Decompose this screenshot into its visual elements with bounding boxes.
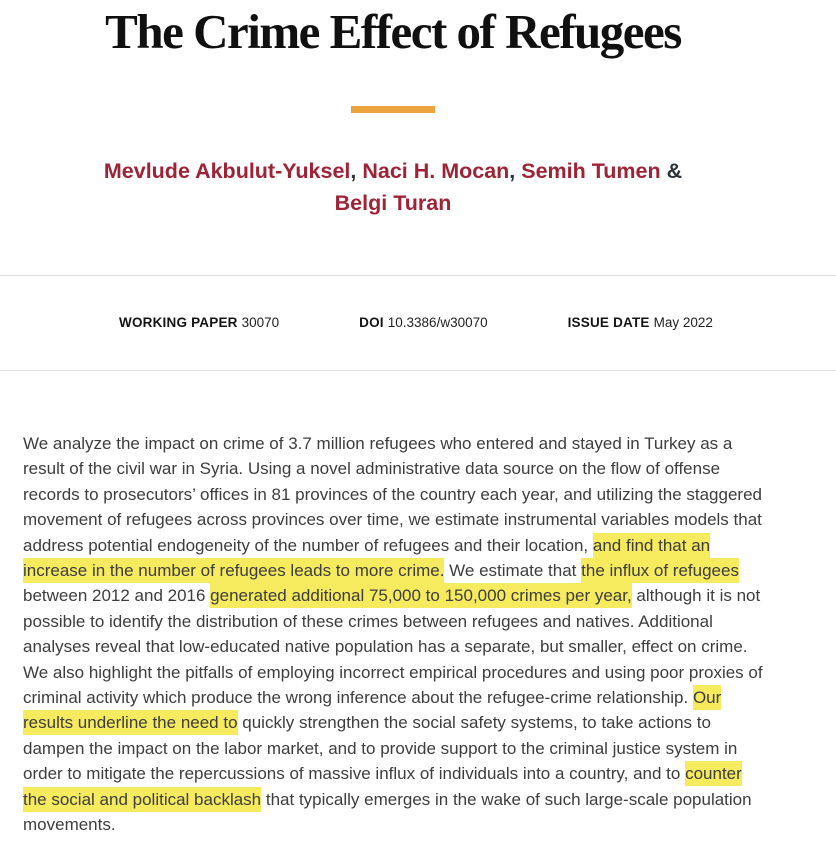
- doi-label: DOI: [359, 314, 384, 330]
- highlighted-text: generated additional 75,000 to 150,000 crimes per year,: [210, 583, 632, 608]
- abstract-text: [23, 431, 768, 838]
- metadata-band: [0, 275, 836, 371]
- working-paper-number: 30070: [241, 314, 280, 330]
- abstract-segment: although it is not possible to identify the distribution of these crimes between refugees and natives. Additional analyses reveal that low-educated native population has a separate, but smaller, effect on crime. We also highlight the pitfalls of employing incorrect empirical procedures and using poor proxies of criminal activity which produce the wrong inference about the refugee-crime relationship.: [23, 586, 763, 707]
- author-separator: &: [660, 158, 683, 183]
- doi-value: 10.3386/w30070: [387, 314, 488, 330]
- working-paper-meta: [119, 314, 279, 332]
- author-link[interactable]: Mevlude Akbulut-Yuksel: [103, 158, 351, 183]
- author-separator: ,: [350, 158, 363, 183]
- highlighted-text: Our results underline the need to: [23, 685, 721, 735]
- abstract-segment: that typically emerges in the wake of such large-scale population movements.: [23, 789, 752, 834]
- abstract-segment: We estimate that: [444, 560, 582, 580]
- abstract-segment: between 2012 and 2016: [23, 586, 211, 606]
- author-separator: ,: [509, 158, 522, 183]
- issue-date-label: ISSUE DATE: [567, 314, 650, 330]
- authors-line: [63, 155, 723, 219]
- issue-date-value: May 2022: [653, 314, 713, 330]
- paper-header: [23, 0, 763, 219]
- author-link[interactable]: Belgi Turan: [334, 190, 452, 215]
- abstract-segment: We analyze the impact on crime of 3.7 million refugees who entered and stayed in Turkey as a result of the civil war in Syria. Using a novel administrative data source on the flow of offense records to prosecutors’ offices in 81 provinces of the country each year, and utilizing the staggered movement of refugees across provinces over time, we estimate instrumental variables models that address potential endogeneity of the number of refugees and their location,: [23, 433, 762, 555]
- author-link[interactable]: Naci H. Mocan: [362, 158, 510, 183]
- doi-meta: [359, 314, 487, 332]
- page-title: The Crime Effect of Refugees: [105, 4, 681, 59]
- highlighted-text: the influx of refugees: [581, 558, 739, 583]
- issue-date-meta: [568, 314, 713, 332]
- highlighted-text: and find that an increase in the number of refugees leads to more crime.: [23, 533, 710, 583]
- abstract-segment: quickly strengthen the social safety systems, to take actions to dampen the impact on the labor market, and to provide support to the criminal justice system in order to mitigate the repercussions of massive influx of individuals into a country, and to: [23, 713, 738, 784]
- author-link[interactable]: Semih Tumen: [521, 158, 661, 183]
- highlighted-text: counter the social and political backlash: [23, 761, 742, 811]
- title-divider: [351, 106, 435, 113]
- working-paper-label: WORKING PAPER: [119, 314, 238, 330]
